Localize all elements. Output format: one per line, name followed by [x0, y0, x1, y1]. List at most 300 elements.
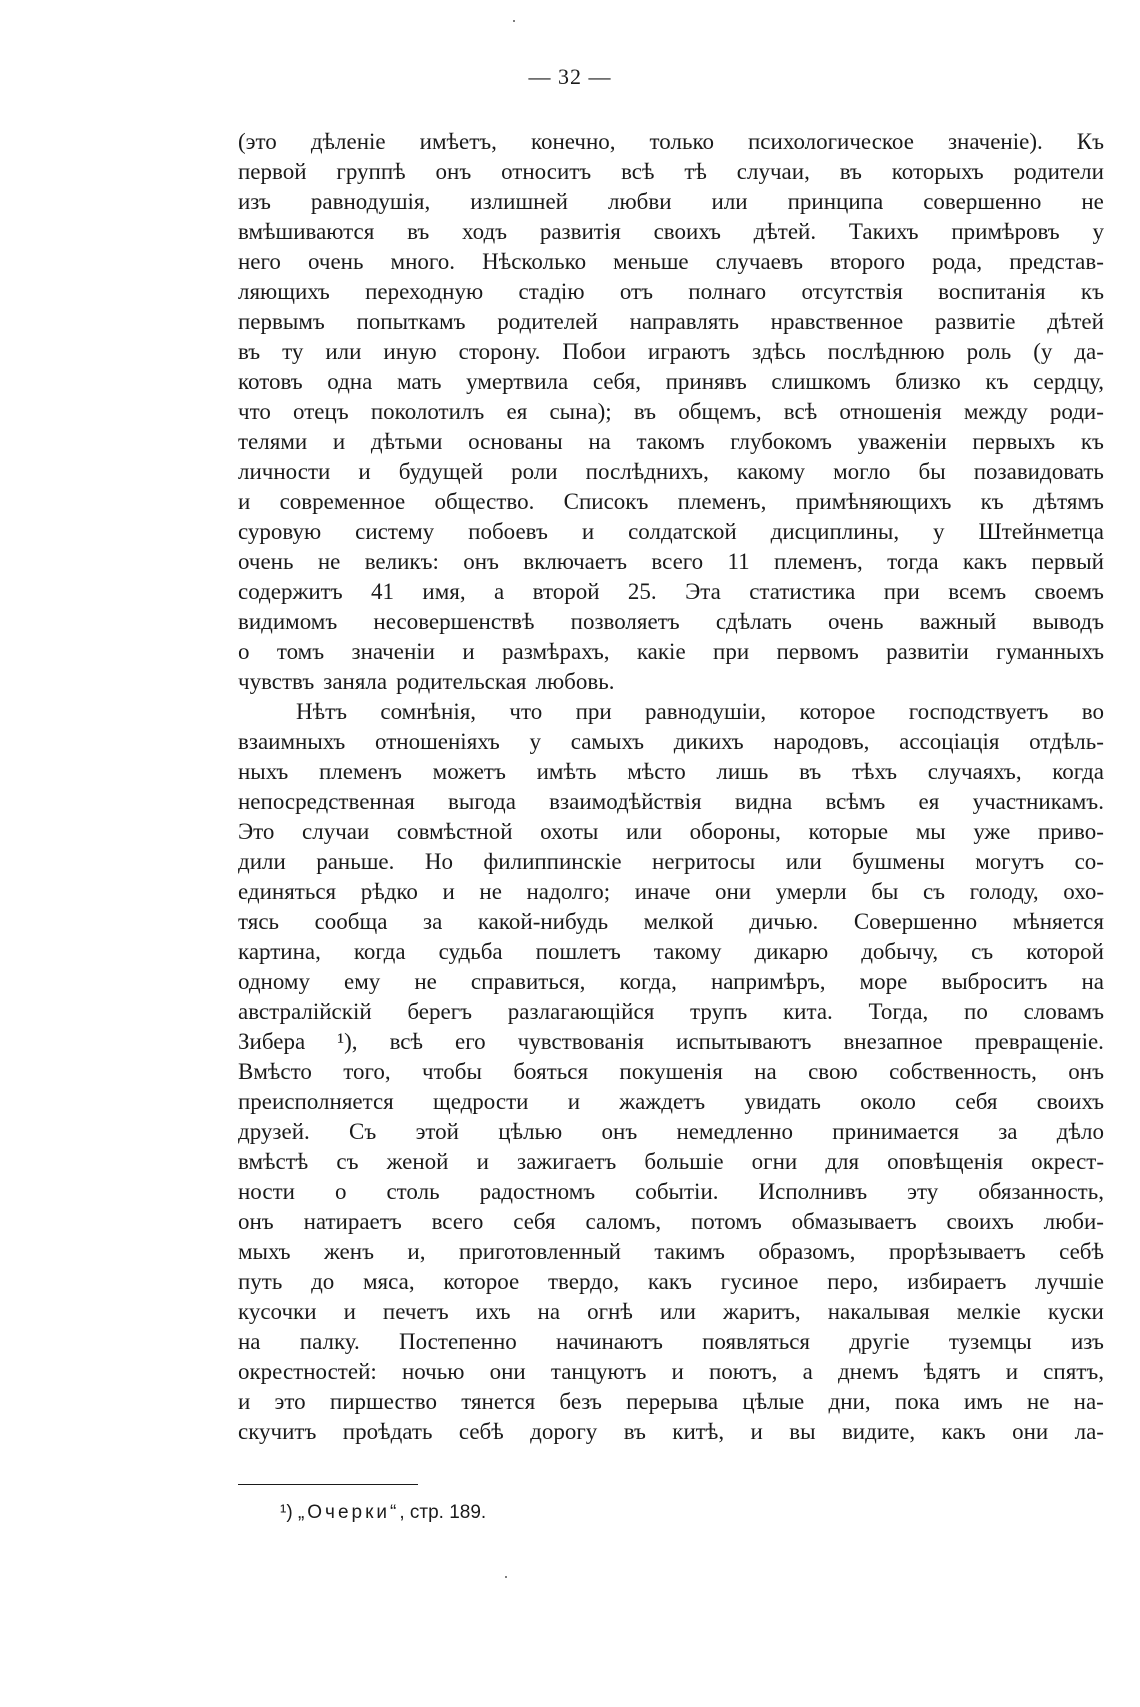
word: значеніе). — [947, 129, 1043, 154]
word: охо- — [1063, 879, 1104, 904]
word: какому — [736, 459, 806, 484]
word: ему — [344, 969, 381, 994]
word: кусочки — [238, 1299, 317, 1324]
word: негритосы — [652, 849, 756, 874]
word: всѣ — [389, 1029, 423, 1054]
word: и — [238, 1389, 251, 1414]
word: видна — [734, 789, 793, 814]
text-line — [238, 1297, 1104, 1327]
word: видите, — [841, 1419, 916, 1444]
word: основаны — [468, 429, 563, 454]
word: включаетъ — [523, 549, 628, 574]
word: тѣ — [684, 159, 707, 184]
word: попыткамъ — [356, 309, 466, 334]
word: сторону. — [458, 339, 541, 364]
word: событіи. — [635, 1179, 719, 1204]
word: ея — [918, 789, 940, 814]
word: пока — [894, 1389, 940, 1414]
word: австралійскій — [238, 999, 372, 1024]
text-line — [238, 1417, 1104, 1447]
word: словамъ — [1023, 999, 1104, 1024]
text-line — [238, 367, 1104, 397]
word: лучшіе — [1035, 1269, 1104, 1294]
word: видимомъ — [238, 609, 338, 634]
word: Это — [238, 819, 275, 844]
word: дисциплины, — [770, 519, 900, 544]
word: надолго; — [526, 879, 611, 904]
word: о — [238, 639, 250, 664]
word: китѣ, — [672, 1419, 725, 1444]
word: ихъ — [475, 1299, 511, 1324]
word: Нѣтъ — [296, 699, 348, 724]
word: дили — [238, 849, 286, 874]
word: направлять — [629, 309, 739, 334]
text-line — [238, 1387, 1104, 1417]
word: имя, — [422, 579, 466, 604]
word: непосредственная — [238, 789, 415, 814]
body-text — [238, 127, 1104, 1447]
word: голоду, — [969, 879, 1039, 904]
word: филиппинскіе — [483, 849, 622, 874]
page-number: — 32 — — [528, 64, 612, 89]
word: первымъ — [238, 309, 325, 334]
word: напримѣръ, — [710, 969, 826, 994]
word: большіе — [644, 1149, 724, 1174]
word: какъ — [647, 1269, 692, 1294]
word: превращеніе. — [974, 1029, 1104, 1054]
word: взаимодѣйствія — [549, 789, 702, 814]
text-line — [238, 187, 1104, 217]
word: перо, — [827, 1269, 879, 1294]
word: окрестностей: — [238, 1359, 377, 1384]
word: примѣняющихъ — [795, 489, 952, 514]
word: на — [238, 1329, 261, 1354]
word: случаевъ — [715, 249, 804, 274]
word: къ — [980, 489, 1004, 514]
word: бы — [871, 879, 899, 904]
word: господствуетъ — [908, 699, 1049, 724]
word: нравственное — [770, 309, 904, 334]
word: они — [489, 1359, 526, 1384]
word: отношенія — [839, 399, 942, 424]
word: него — [238, 249, 281, 274]
word: бояться — [513, 1059, 589, 1084]
text-line — [238, 577, 1104, 607]
word: покушенія — [619, 1059, 723, 1084]
word: къ — [1080, 429, 1104, 454]
word: много. — [390, 249, 456, 274]
text-line — [238, 907, 1104, 937]
word: добычу, — [861, 939, 939, 964]
word: отецъ — [293, 399, 349, 424]
word: иначе — [634, 879, 691, 904]
word: мать — [396, 369, 442, 394]
word: палку. — [299, 1329, 360, 1354]
word: или — [625, 819, 663, 844]
word: Къ — [1076, 129, 1104, 154]
word: прорѣзываетъ — [888, 1239, 1026, 1264]
word: и — [567, 1089, 581, 1114]
word: суровую — [238, 519, 322, 544]
word: которые — [808, 819, 889, 844]
word: второго — [830, 249, 906, 274]
word: друзей. — [238, 1119, 310, 1144]
word: систему — [355, 519, 435, 544]
text-line — [238, 337, 1104, 367]
footnote-marker: ¹) — [280, 1502, 293, 1523]
word: въ — [623, 1419, 646, 1444]
word: и — [238, 489, 251, 514]
word: преисполняется — [238, 1089, 394, 1114]
word: охоты — [540, 819, 599, 844]
text-line — [238, 247, 1104, 277]
word: которыхъ — [891, 159, 984, 184]
word: роди- — [1049, 399, 1104, 424]
word: содержитъ — [238, 579, 343, 604]
text-line — [238, 967, 1104, 997]
word: спятъ, — [1043, 1359, 1104, 1384]
word: или — [711, 189, 748, 214]
word: позволяетъ — [570, 609, 680, 634]
word: дѣтей — [1047, 309, 1104, 334]
word: гусиное — [720, 1269, 799, 1294]
word: и — [750, 1419, 763, 1444]
word: и — [358, 459, 371, 484]
word: натираетъ — [303, 1209, 402, 1234]
word: начинаютъ — [556, 1329, 663, 1354]
word: всемъ — [948, 579, 1007, 604]
word: личности — [238, 459, 331, 484]
word: и — [343, 1299, 356, 1324]
text-line — [238, 427, 1104, 457]
word: испытываютъ — [676, 1029, 812, 1054]
word: чувствованія — [517, 1029, 644, 1054]
word: Штейнметца — [978, 519, 1104, 544]
text-line — [238, 757, 1104, 787]
word: Исполнивъ — [758, 1179, 868, 1204]
word: картина, — [238, 939, 321, 964]
word: изъ — [238, 189, 271, 214]
text-line — [238, 607, 1104, 637]
word: мѣняется — [1012, 909, 1104, 934]
word: своемъ — [1034, 579, 1104, 604]
word: сообща — [314, 909, 388, 934]
word: всего — [431, 1209, 484, 1234]
word: во — [1081, 699, 1104, 724]
word: второй — [532, 579, 600, 604]
word: развитіе — [934, 309, 1016, 334]
word: имѣетъ, — [419, 129, 497, 154]
word: такомъ — [636, 429, 705, 454]
word: или — [785, 849, 822, 874]
word: въ — [238, 339, 261, 364]
text-line — [238, 217, 1104, 247]
word: размѣрахъ, — [501, 639, 610, 664]
word: когда — [353, 939, 406, 964]
word: 11 — [727, 549, 750, 574]
word: огни — [751, 1149, 798, 1174]
text-line — [238, 397, 1104, 427]
scan-speck — [513, 20, 515, 22]
word: судьба — [438, 939, 503, 964]
word: накалывая — [827, 1299, 930, 1324]
word: слишкомъ — [771, 369, 871, 394]
word: родители — [1013, 159, 1104, 184]
word: собственность, — [889, 1059, 1037, 1084]
word: взаимныхъ — [238, 729, 346, 754]
text-line — [238, 667, 1104, 697]
word: такому — [653, 939, 722, 964]
word: ассоціація — [899, 729, 1000, 754]
text-line — [238, 547, 1104, 577]
word: томъ — [276, 639, 325, 664]
word: вы — [789, 1419, 816, 1444]
word: проѣдать — [342, 1419, 433, 1444]
word: которое — [443, 1269, 520, 1294]
word: съ — [922, 879, 946, 904]
word: только — [649, 129, 714, 154]
word: важный — [919, 609, 997, 634]
word: и — [442, 879, 455, 904]
word: очень — [238, 549, 294, 574]
word: онъ — [435, 159, 472, 184]
word: избираетъ — [907, 1269, 1007, 1294]
word: глубокомъ — [730, 429, 832, 454]
word: всѣ — [621, 159, 655, 184]
word: не — [1026, 1389, 1050, 1414]
word: дни, — [828, 1389, 871, 1414]
word: въ — [799, 759, 822, 784]
word: послѣднихъ, — [585, 459, 709, 484]
word: въ — [839, 159, 862, 184]
word: племенъ, — [677, 489, 767, 514]
text-line — [238, 697, 1104, 727]
word: за — [423, 909, 443, 934]
word: съ — [971, 939, 994, 964]
word: которой — [1026, 939, 1104, 964]
word: дичью. — [749, 909, 819, 934]
word: послѣднюю — [827, 339, 945, 364]
word: свою — [808, 1059, 858, 1084]
word: и, — [407, 1239, 426, 1264]
word: въ — [407, 219, 430, 244]
word: развитія — [539, 219, 621, 244]
word: не — [479, 879, 502, 904]
word: образомъ, — [758, 1239, 856, 1264]
word: что — [509, 699, 543, 724]
word: щедрости — [432, 1089, 529, 1114]
word: переходную — [365, 279, 484, 304]
word: Эта — [685, 579, 721, 604]
text-line — [238, 1207, 1104, 1237]
word: обязанность, — [978, 1179, 1104, 1204]
word: отъ — [619, 279, 653, 304]
footnote-title: „Очерки“ — [297, 1502, 400, 1523]
word: онъ — [463, 549, 499, 574]
word: племенъ, — [774, 549, 863, 574]
word: принявъ — [665, 369, 747, 394]
word: берегъ — [407, 999, 473, 1024]
word: потомъ — [691, 1209, 762, 1234]
word: излишней — [470, 189, 568, 214]
word: первомъ — [776, 639, 859, 664]
word: того, — [343, 1059, 391, 1084]
word: мелкіе — [956, 1299, 1021, 1324]
word: увидать — [744, 1089, 821, 1114]
word: между — [963, 399, 1028, 424]
word: воспитанія — [938, 279, 1046, 304]
word: народовъ, — [773, 729, 870, 754]
word: общество. — [434, 489, 535, 514]
word: при — [575, 699, 612, 724]
word: одному — [238, 969, 310, 994]
word: принципа — [787, 189, 884, 214]
word: Зибера — [238, 1029, 306, 1054]
word: дѣло — [1056, 1119, 1104, 1144]
word: Такихъ — [848, 219, 919, 244]
word: статистика — [749, 579, 856, 604]
word: огнѣ — [587, 1299, 633, 1324]
word: Нѣсколько — [482, 249, 587, 274]
text-line — [238, 1177, 1104, 1207]
word: съ — [336, 1149, 359, 1174]
word: солдатской — [628, 519, 737, 544]
word: а — [494, 579, 505, 604]
word: одна — [327, 369, 373, 394]
word: появляться — [702, 1329, 810, 1354]
word: себѣ — [1059, 1239, 1104, 1264]
word: жаритъ, — [723, 1299, 801, 1324]
word: Тогда, — [868, 999, 929, 1024]
word: современное — [279, 489, 406, 514]
text-line — [238, 727, 1104, 757]
word: раньше. — [316, 849, 395, 874]
word: могло — [833, 459, 891, 484]
word: для — [825, 1149, 860, 1174]
word: на- — [1073, 1389, 1104, 1414]
word: развитіи — [886, 639, 969, 664]
word: другіе — [849, 1329, 910, 1354]
word: принимается — [832, 1119, 959, 1144]
word: полнаго — [688, 279, 767, 304]
word: дѣтямъ — [1032, 489, 1104, 514]
scan-speck — [505, 1576, 507, 1578]
footnote-divider — [238, 1484, 418, 1485]
word: гуманныхъ — [996, 639, 1104, 664]
word: женой — [386, 1149, 449, 1174]
word: первой — [238, 159, 307, 184]
word: они — [715, 879, 752, 904]
word: стадію — [518, 279, 585, 304]
word: люби- — [1043, 1209, 1104, 1234]
word: тѣхъ — [852, 759, 898, 784]
word: дорогу — [530, 1419, 598, 1444]
word: всего — [651, 549, 704, 574]
word: ночью — [401, 1359, 465, 1384]
word: печетъ — [382, 1299, 449, 1324]
text-line — [238, 517, 1104, 547]
text-line — [238, 1147, 1104, 1177]
word: могутъ — [975, 849, 1045, 874]
word: (у — [1033, 339, 1053, 364]
word: уваженіи — [857, 429, 947, 454]
word: зажигаетъ — [516, 1149, 617, 1174]
word: случаи — [302, 819, 370, 844]
word: относитъ — [501, 159, 592, 184]
text-line — [238, 127, 1104, 157]
word: изъ — [1071, 1329, 1104, 1354]
word: роль — [966, 339, 1012, 364]
word: эту — [907, 1179, 939, 1204]
word: близко — [895, 369, 961, 394]
word: ла- — [1074, 1419, 1104, 1444]
word: при — [713, 639, 750, 664]
word: какіе — [636, 639, 686, 664]
word: до — [311, 1269, 335, 1294]
word: себя — [513, 1209, 556, 1234]
word: мѣсто — [627, 759, 686, 784]
word: какъ — [941, 1419, 986, 1444]
word: рода, — [932, 249, 983, 274]
word: саломъ, — [585, 1209, 662, 1234]
word: и — [1005, 1359, 1018, 1384]
word: какой-нибудь — [477, 909, 609, 934]
word: поютъ, — [709, 1359, 778, 1384]
word: телями — [238, 429, 308, 454]
word: онъ — [601, 1119, 638, 1144]
word: ту — [282, 339, 304, 364]
text-line — [238, 457, 1104, 487]
word: у — [1092, 219, 1104, 244]
word: любовь. — [535, 669, 615, 694]
word: всѣ — [783, 399, 818, 424]
word: великъ: — [364, 549, 439, 574]
text-line — [238, 847, 1104, 877]
word: обороны, — [689, 819, 781, 844]
word: обмазываетъ — [791, 1209, 917, 1234]
word: первый — [1031, 549, 1104, 574]
word: отношеніяхъ — [375, 729, 500, 754]
text-line — [238, 1087, 1104, 1117]
word: дѣтей. — [753, 219, 817, 244]
word: можетъ — [432, 759, 506, 784]
word: на — [1081, 969, 1104, 994]
word: мыхъ — [238, 1239, 291, 1264]
word: играютъ — [647, 339, 731, 364]
word: Побои — [562, 339, 626, 364]
word: родителей — [497, 309, 598, 334]
word: они — [1012, 1419, 1049, 1444]
word: на — [754, 1059, 777, 1084]
word: твердо, — [547, 1269, 620, 1294]
word: совмѣстной — [396, 819, 513, 844]
text-line — [238, 277, 1104, 307]
text-line — [238, 1117, 1104, 1147]
word: это — [274, 1389, 306, 1414]
word: безъ — [559, 1389, 602, 1414]
word: за — [998, 1119, 1018, 1144]
word: иную — [383, 339, 437, 364]
footnote-reference: , стр. 189. — [399, 1502, 487, 1523]
word: а — [802, 1359, 813, 1384]
text-line — [238, 637, 1104, 667]
word: своихъ — [1036, 1089, 1104, 1114]
word: пошлетъ — [535, 939, 621, 964]
word: какъ — [962, 549, 1007, 574]
word: бы — [918, 459, 946, 484]
word: здѣсь — [752, 339, 806, 364]
word: мяса, — [363, 1269, 415, 1294]
